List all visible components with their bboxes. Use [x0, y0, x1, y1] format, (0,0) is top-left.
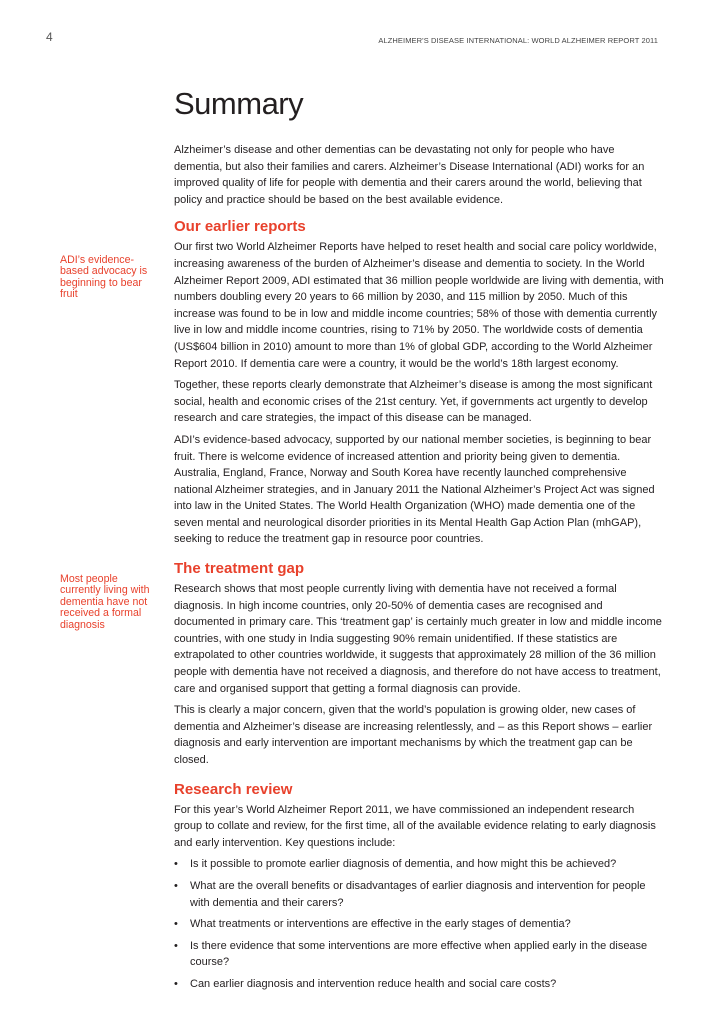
list-item-text: Is there evidence that some interventions are more effective when applied early in the disease course?: [190, 939, 648, 969]
bullet-icon: •: [174, 977, 178, 990]
list-item: [174, 938, 664, 971]
bullet-icon: •: [174, 918, 178, 931]
bullet-icon: •: [174, 939, 178, 952]
list-item: [174, 856, 664, 873]
list-item-text: Can earlier diagnosis and intervention reduce health and social care costs?: [190, 977, 557, 990]
list-item: [174, 878, 664, 911]
page-number: 4: [46, 30, 53, 44]
list-item: [174, 976, 664, 993]
running-header: ALZHEIMER'S DISEASE INTERNATIONAL: WORLD ALZHEIMER REPORT 2011: [378, 36, 658, 45]
list-item-text: Is it possible to promote earlier diagnosis of dementia, and how might this be achieved?: [190, 858, 617, 871]
section-heading-earlier-reports: Our earlier reports: [174, 218, 306, 236]
bullet-icon: •: [174, 879, 178, 892]
list-item-text: What are the overall benefits or disadvantages of earlier diagnosis and intervention for people with dementia and their carers?: [190, 879, 646, 909]
paragraph: This is clearly a major concern, given that the world’s population is growing older, new cases of dementia and Alzheimer’s disease are increasing relentlessly, and – as this Report shows – earlier diagnosis and early intervention are important mechanisms by which the treatment gap can be closed.: [174, 704, 653, 766]
key-questions-list: [174, 856, 664, 992]
intro-paragraph: Alzheimer’s disease and other dementias can be devastating not only for people who have dementia, but also their families and carers. Alzheimer’s Disease International (ADI) works for an improved quality of life for people with dementia and their carers around the world, believing that policy and practice should be based on the best available evidence.: [174, 144, 645, 206]
page-title: Summary: [174, 86, 304, 121]
sidenote-diagnosis: Most people currently living with dementia have not received a formal diagnosis: [60, 573, 150, 631]
paragraph: For this year’s World Alzheimer Report 2011, we have commissioned an independent research group to collate and review, for the first time, all of the available evidence relating to early diagnosis and early intervention. Key questions include:: [174, 803, 656, 849]
bullet-icon: •: [174, 858, 178, 871]
list-item: [174, 916, 664, 933]
paragraph: Research shows that most people currently living with dementia have not received a formal diagnosis. In high income countries, only 20-50% of dementia cases are recognised and documented in primary care. This ‘treatment gap’ is certainly much greater in low and middle income countries, with one study in India suggesting 90% remain unidentified. If these statistics are extrapolated to other countries worldwide, it suggests that approximately 28 million of the 36 million people with dementia have not received a diagnosis, and therefore do not have access to treatment, care and organised support that getting a formal diagnosis can provide.: [174, 583, 662, 695]
main-column: [174, 86, 664, 998]
sidenote-advocacy: ADI’s evidence-based advocacy is beginning to bear fruit: [60, 254, 148, 301]
paragraph: Our first two World Alzheimer Reports have helped to reset health and social care policy worldwide, increasing awareness of the burden of Alzheimer’s disease and dementia to society. In the World Alzheimer Report 2009, ADI estimated that 36 million people worldwide are living with dementia, with numbers doubling every 20 years to 66 million by 2030, and 115 million by 2050. Much of this increase was found to be in low and middle income countries; 58% of those with dementia currently live in low and middle income countries, rising to 71% by 2050. The worldwide costs of dementia (US$604 billion in 2010) amount to more than 1% of global GDP, according to the World Alzheimer Report 2010. If dementia care were a country, it would be the world’s 18th largest economy.: [174, 241, 664, 370]
paragraph: Together, these reports clearly demonstrate that Alzheimer’s disease is among the most significant social, health and economic crises of the 21st century. Yet, if governments act urgently to develop research and care strategies, the impact of this disease can be managed.: [174, 379, 653, 425]
paragraph: ADI’s evidence-based advocacy, supported by our national member societies, is beginning to bear fruit. There is welcome evidence of increased attention and priority being given to dementia. Australia, England, France, Norway and South Korea have recently launched comprehensive national Alzheimer strategies, and in January 2011 the National Alzheimer’s Project Act was signed into law in the United States. The World Health Organization (WHO) made dementia one of the seven mental and neurological disorder priorities in its Mental Health Gap Action Plan (mhGAP), seeking to reduce the treatment gap in resource poor countries.: [174, 433, 655, 546]
section-heading-research-review: Research review: [174, 780, 293, 798]
section-heading-treatment-gap: The treatment gap: [174, 560, 305, 578]
list-item-text: What treatments or interventions are effective in the early stages of dementia?: [190, 918, 571, 931]
